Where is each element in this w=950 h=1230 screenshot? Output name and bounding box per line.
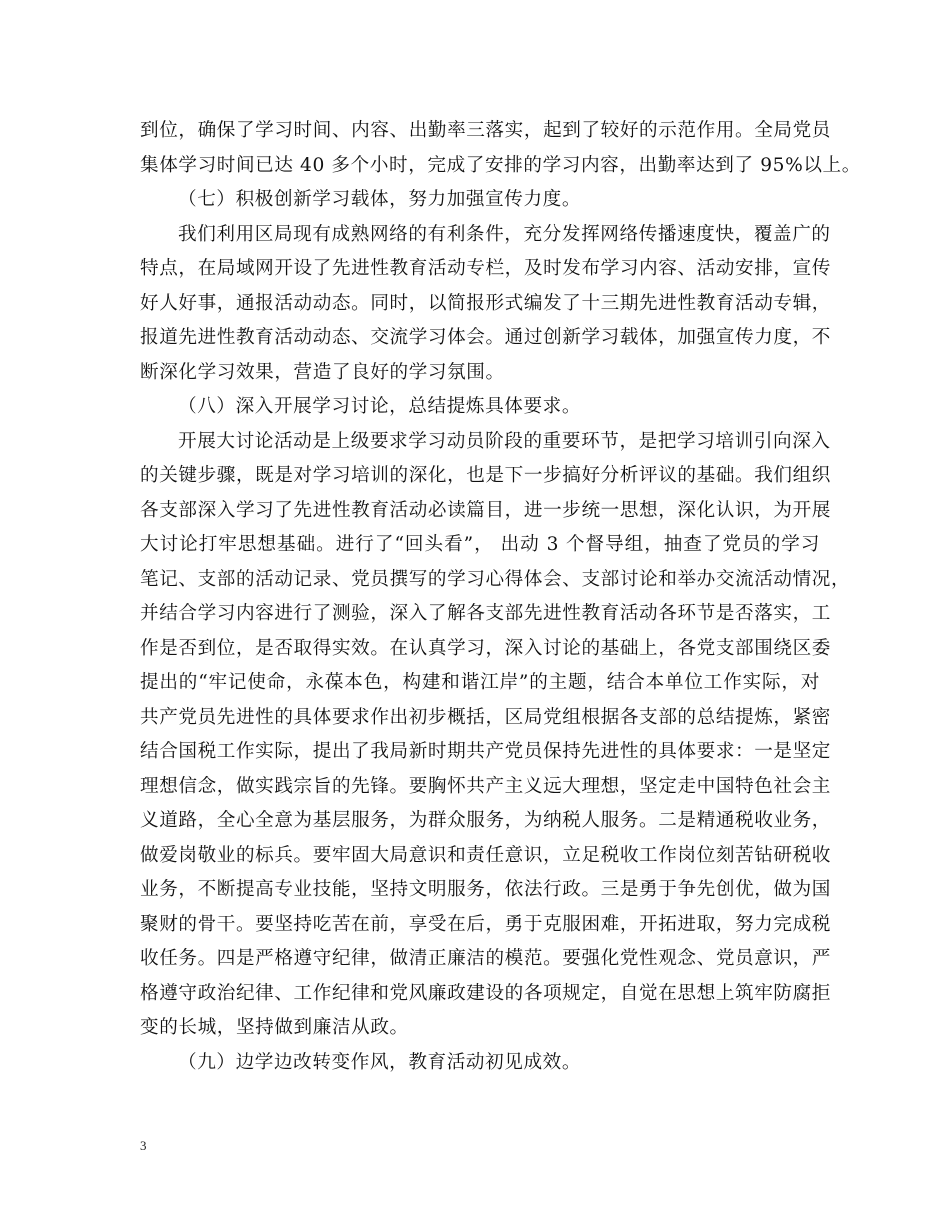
text-line: 各支部深入学习了先进性教育活动必读篇目，进一步统一思想，深化认识，为开展 xyxy=(140,499,831,521)
text-line: 开展大讨论活动是上级要求学习动员阶段的重要环节，是把学习培训引向深入 xyxy=(178,430,831,452)
text-line: 大讨论打牢思想基础。进行了“回头看”， 出动 3 个督导组，抽查了党员的学习 xyxy=(140,534,820,555)
text-line: 报道先进性教育活动动态、交流学习体会。通过创新学习载体，加强宣传力度，不 xyxy=(140,327,831,348)
text-line: 变的长城，坚持做到廉洁从政。 xyxy=(140,1017,409,1038)
text-line: 提出的“牢记使命，永葆本色，构建和谐江岸”的主题，结合本单位工作实际，对 xyxy=(140,672,820,693)
text-line: 理想信念，做实践宗旨的先锋。要胸怀共产主义远大理想，坚定走中国特色社会主 xyxy=(140,775,831,797)
text-line: 收任务。四是严格遵守纪律，做清正廉洁的模范。要强化党性观念、党员意识，严 xyxy=(140,948,831,969)
text-line: 共产党员先进性的具体要求作出初步概括，区局党组根据各支部的总结提炼，紧密 xyxy=(140,706,831,728)
text-line: 的关键步骤，既是对学习培训的深化，也是下一步搞好分析评议的基础。我们组织 xyxy=(140,465,831,486)
text-line: （九）边学边改转变作风，教育活动初见成效。 xyxy=(178,1051,582,1073)
text-line: （七）积极创新学习载体，努力加强宣传力度。 xyxy=(178,189,582,210)
text-line: 集体学习时间已达 40 多个小时，完成了安排的学习内容，出勤率达到了 95%以上。 xyxy=(140,154,861,176)
text-line: 义道路，全心全意为基层服务，为群众服务，为纳税人服务。二是精通税收业务， xyxy=(140,810,831,831)
text-line: 我们利用区局现有成熟网络的有利条件，充分发挥网络传播速度快，覆盖广的 xyxy=(178,223,831,245)
text-line: （八）深入开展学习讨论，总结提炼具体要求。 xyxy=(178,396,582,417)
text-line: 并结合学习内容进行了测验，深入了解各支部先进性教育活动各环节是否落实，工 xyxy=(140,603,831,624)
text-line: 到位，确保了学习时间、内容、出勤率三落实，起到了较好的示范作用。全局党员 xyxy=(140,120,831,141)
page-number: 3 xyxy=(140,1138,147,1153)
text-line: 好人好事，通报活动动态。同时，以简报形式编发了十三期先进性教育活动专辑， xyxy=(140,292,831,314)
text-line: 特点，在局域网开设了先进性教育活动专栏，及时发布学习内容、活动安排，宣传 xyxy=(140,258,831,279)
document-body xyxy=(140,114,861,1080)
text-line: 结合国税工作实际，提出了我局新时期共产党员保持先进性的具体要求：一是坚定 xyxy=(140,741,831,762)
text-line: 业务，不断提高专业技能，坚持文明服务，依法行政。三是勇于争先创优，做为国 xyxy=(140,879,831,900)
text-line: 做爱岗敬业的标兵。要牢固大局意识和责任意识，立足税收工作岗位刻苦钻研税收 xyxy=(140,844,831,866)
text-line: 作是否到位，是否取得实效。在认真学习，深入讨论的基础上，各党支部围绕区委 xyxy=(140,637,831,659)
text-line: 笔记、支部的活动记录、党员撰写的学习心得体会、支部讨论和举办交流活动情况， xyxy=(140,568,851,590)
text-line: 聚财的骨干。要坚持吃苦在前，享受在后，勇于克服困难，开拓进取，努力完成税 xyxy=(140,913,831,935)
text-line: 断深化学习效果，营造了良好的学习氛围。 xyxy=(140,361,505,383)
text-line: 格遵守政治纪律、工作纪律和党风廉政建设的各项规定，自觉在思想上筑牢防腐拒 xyxy=(140,982,831,1004)
